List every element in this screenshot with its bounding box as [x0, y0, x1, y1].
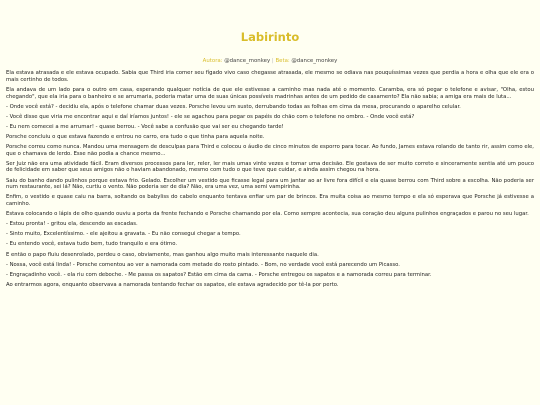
chapter-paragraph: Porsche concluiu o que estava fazendo e entrou no carro, era tudo o que tinha para aquela noite. — [6, 133, 265, 140]
chapter-paragraph: Ela estava atrasada e ele estava ocupado. Sabia que Third iria comer seu fígado vivo caso chegasse atrasada, ele mesmo se odiava nas pouquíssimas vezes que perdia a hora e olha que ele era o mais certinho de todos. — [6, 70, 534, 83]
chapter-paragraph: - Você disse que viria me encontrar aqui e daí iríamos juntos! - ele se agachou para pegar os papéis do chão com o telefone no ombro. - Onde você está? — [6, 113, 415, 120]
chapter-body — [6, 70, 534, 289]
chapter-paragraph: Ao entrarmos agora, enquanto observava a namorada tentando fechar os sapatos, ele estava agradecido por tê-la por perto. — [6, 281, 339, 288]
chapter-paragraph: - Nossa, você está linda! - Porsche comentou ao ver a namorada com metade do rosto pintado. - Bom, no verdade você está parecendo um Picasso. — [6, 261, 400, 268]
chapter-paragraph: Ela andava de um lado para o outro em casa, esperando qualquer notícia de que ele estivesse a caminho mas nada até o momento. Caramba, era só pegar o telefone e avisar, "Olha, estou chegando", que ela iria para o banheiro e se arrumaria, poderia matar uma de suas únicas possíveis madrinhas antes de um pedido de casamento? Ela não sabia; a amiga era mais de luta... — [6, 86, 534, 100]
chapter-paragraph: Ser Juiz não era uma atividade fácil. Eram diversos processos para ler, reler, ler mais umas vinte vezes e tomar uma decisão. Ele gostava de ser muito correto e sinceramente sentia até um pouco de felicidade em saber que seus amigos não o haviam abandonado, mesmo com tudo o que teve que cuidar, e ainda assim chegou na hora. — [6, 160, 534, 174]
chapter-paragraph: Porsche correu como nunca. Mandou uma mensagem de desculpas para Third e colocou o áudio de cinco minutos de esporro para tocar. Ao fundo, James estava rolando de tanto rir, assim como ele, que o chamava de lerdo. Esse não podia a chance mesmo... — [6, 143, 534, 157]
chapter-paragraph: - Eu nem comecei a me arrumar! - quase berrou. - Você sabe a confusão que vai ser eu chegando tarde! — [6, 123, 284, 130]
chapter-paragraph: E então o papo fluiu desenrolado, perdeu o caso, obviamente, mas ganhou algo muito mais interessante naquele dia. — [6, 251, 319, 258]
chapter-paragraph: Enfim, o vestido e quase caiu na barra, soltando os babyliss do cabelo enquanto tentava enfiar um par de brincos. Era muita coisa ao mesmo tempo e ela só esperava que Porsche já estivesse a caminho. — [6, 194, 534, 208]
chapter-paragraph: - Eu entendo você, estava tudo bem, tudo tranquilo e era ótimo. — [6, 241, 178, 248]
author-label: Autora: — [202, 58, 223, 64]
chapter-paragraph: Estava colocando o lápis de olho quando ouviu a porta da frente fechando e Porsche chamando por ela. Como sempre acontecia, sua coração deu alguns pulinhos engraçados e parou no seu lugar. — [6, 211, 529, 218]
story-title: Labirinto — [240, 30, 300, 44]
credits-separator: | — [271, 58, 274, 64]
chapter-paragraph: Saiu do banho dando pulinhos porque estava frio. Gelado. Escolher um vestido que ficasse legal para um jantar ao ar livre fora difícil e ela quase berrou com Third sobre a escolha. Não poderia ser num restaurante, sei lá? Não, curtiu o vento. Não poderia ser de dia? Não, era uma vez, uma semi vampirinha. — [6, 177, 534, 191]
beta-name[interactable]: @dance_monkey — [291, 58, 338, 64]
chapter-paragraph: - Estou pronta! - gritou ela, descendo as escadas. — [6, 221, 138, 228]
chapter-paragraph: - Sinto muito, Excelentíssimo. - ele ajeitou a gravata. - Eu não consegui chegar a tempo. — [6, 231, 241, 238]
author-name[interactable]: @dance_monkey — [224, 58, 271, 64]
beta-label: Beta: — [275, 58, 290, 64]
chapter-paragraph: - Engraçadinho você. - ela riu com deboche. - Me passa os sapatos? Estão em cima da cama. - Porsche entregou os sapatos e a namorada correu para terminar. — [6, 271, 432, 278]
story-credits — [6, 58, 534, 64]
chapter-paragraph: - Onde você está? - decidiu ela, após o telefone chamar duas vezes. Porsche levou um susto, derrubando todas as folhas em cima da mesa, procurando o aparelho celular. — [6, 103, 461, 110]
